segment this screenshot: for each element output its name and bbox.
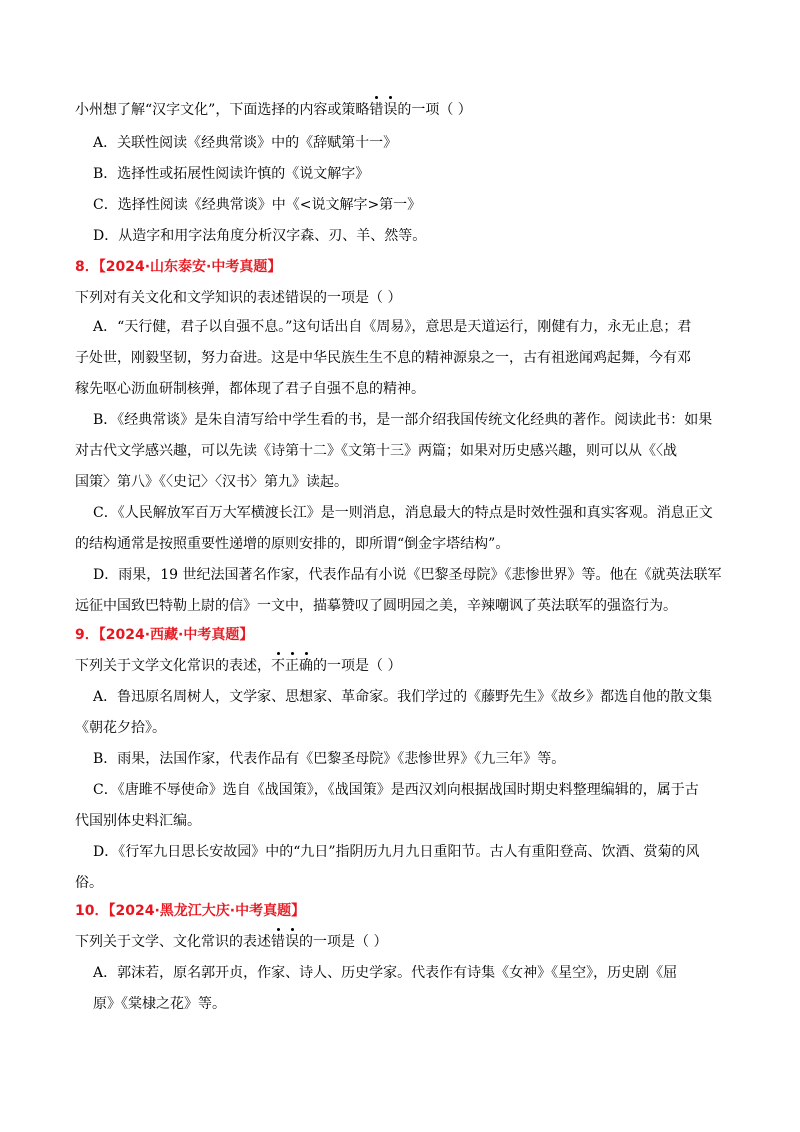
q9-emphasis-char: 确	[299, 658, 313, 674]
q10-stem-pre: 下列关于文学、文化常识的表述	[75, 934, 271, 950]
q7-stem-pre: 小州想了解“汉字文化”，下面选择的内容或策略	[75, 102, 370, 118]
q8-option-b-cont: 对古代文学感兴趣，可以先读《诗第十二》《文第十三》两篇；如果对历史感兴趣，则可以从《〈战	[75, 443, 677, 459]
q10-stem-post: 的一项是（ ）	[299, 934, 388, 950]
q8-option-c-cont: 的结构通常是按照重要性递增的原则安排的，即所谓“倒金字塔结构”。	[75, 536, 510, 552]
q7-option-c: C．选择性阅读《经典常谈》中《<说文解字>第一》	[93, 197, 422, 213]
q8-option-d: D．雨果，19 世纪法国著名作家，代表作品有小说《巴黎圣母院》《悲惨世界》等。他在《就英法联军	[93, 567, 722, 583]
q10-header: 10．【2024·黑龙江大庆·中考真题】	[75, 903, 306, 919]
q8-header: 8．【2024·山东泰安·中考真题】	[75, 259, 282, 275]
q8-option-a-cont: 子处世，刚毅坚韧，努力奋进。这是中华民族生生不息的精神源泉之一，古有祖逖闻鸡起舞，今有邓	[75, 350, 691, 366]
q10-option-a: A．郭沫若，原名郭开贞，作家、诗人、历史学家。代表作有诗集《女神》《星空》，历史剧《屈	[93, 965, 678, 981]
q10-stem	[75, 933, 387, 951]
q9-option-d-cont: 俗。	[75, 875, 103, 891]
q9-option-a: A．鲁迅原名周树人，文学家、思想家、革命家。我们学过的《藤野先生》《故乡》都选自他的散文集	[93, 689, 713, 705]
q7-emphasis-char: 误	[383, 102, 398, 118]
q9-option-d: D．《行军九日思长安故园》中的“九日”指阴历九月九日重阳节。古人有重阳登高、饮酒、赏菊的风	[93, 844, 700, 860]
q10-emphasis-char: 误	[285, 934, 299, 950]
q8-option-a-cont: 稼先呕心沥血研制核弹，都体现了君子自强不息的精神。	[75, 381, 425, 397]
q9-stem-post: 的一项是（ ）	[313, 658, 402, 674]
q9-emphasis-char: 正	[285, 658, 299, 674]
q9-option-a-cont: 《朝花夕拾》。	[75, 720, 166, 736]
q9-option-c-cont: 代国别体史料汇编。	[75, 813, 201, 829]
q8-stem: 下列对有关文化和文学知识的表述错误的一项是（ ）	[75, 290, 402, 306]
q8-option-b-cont: 国策〉第八》《〈史记〉〈汉书〉第九》读起。	[75, 474, 348, 490]
q10-option-a-cont: 原》《棠棣之花》等。	[93, 996, 226, 1012]
q7-emphasis-char: 错	[369, 102, 384, 118]
q7-option-a: A．关联性阅读《经典常谈》中的《辞赋第十一》	[93, 135, 398, 151]
q9-stem	[75, 657, 401, 675]
q10-emphasis-char: 错	[271, 934, 285, 950]
q7-option-b: B．选择性或拓展性阅读许慎的《说文解字》	[93, 166, 370, 182]
q8-option-d-cont: 远征中国致巴特勒上尉的信》一文中，描摹赞叹了圆明园之美，辛辣嘲讽了英法联军的强盗行为。	[75, 598, 677, 614]
q9-stem-pre: 下列关于文学文化常识的表述，	[75, 658, 271, 674]
q8-option-b: B．《经典常谈》是朱自清写给中学生看的书，是一部介绍我国传统文化经典的著作。阅读此书：如果	[93, 412, 713, 428]
q9-option-c: C．《唐雎不辱使命》选自《战国策》，《战国策》是西汉刘向根据战国时期史料整理编辑的，属于古	[93, 782, 699, 798]
q8-option-a: A．“天行健，君子以自强不息。”这句话出自《周易》，意思是天道运行，刚健有力，永无止息；君	[93, 319, 692, 335]
q7-stem	[75, 101, 472, 119]
q7-option-d: D．从造字和用字法角度分析汉字森、刃、羊、然等。	[93, 228, 427, 244]
q9-option-b: B．雨果，法国作家，代表作品有《巴黎圣母院》《悲惨世界》《九三年》等。	[93, 751, 566, 767]
q8-option-c: C．《人民解放军百万大军横渡长江》是一则消息，消息最大的特点是时效性强和真实客观。消息正文	[93, 505, 713, 521]
q9-emphasis-char: 不	[271, 658, 285, 674]
q7-stem-post: 的一项（ ）	[397, 102, 472, 118]
q9-header: 9．【2024·西藏·中考真题】	[75, 627, 254, 643]
